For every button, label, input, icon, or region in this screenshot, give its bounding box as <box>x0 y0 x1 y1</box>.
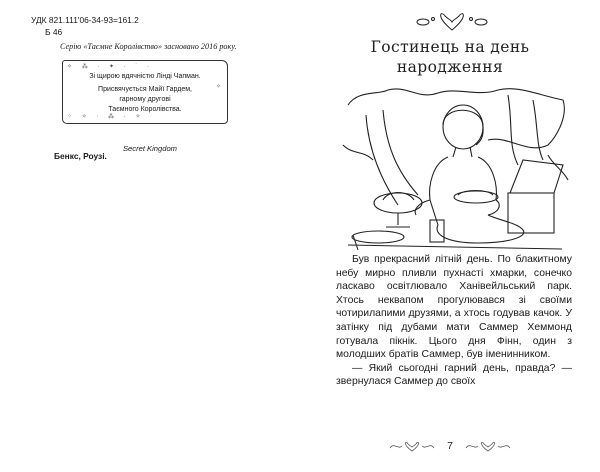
right-page-chapter <box>300 0 600 472</box>
body-paragraph: Був прекрасний літній день. По блакитному небу мирно пливли пухнасті хмарки, сонечко ласкаво освітлювало Ханівейльський парк. Хтось неквапом прогулювався зі своїми чотирилапими друзями, а хтось годував качок. У затінку під дубами мати Саммер Хеммонд готувала пікнік. Цього дня Фінн, один з молодших братів Саммер, був іменинником. <box>336 254 572 361</box>
dedication-line: гарному другові <box>119 96 171 103</box>
heart-flourish-icon <box>388 440 436 452</box>
sparkle-decoration-icon: ⁘ ✧ · ⁂ · ✧ <box>67 114 145 120</box>
library-code-top: Б 46 <box>45 27 63 37</box>
page-number-footer <box>300 440 600 452</box>
original-title-block <box>0 144 300 154</box>
catalog-author: Бенкс, Роузі. <box>54 151 107 161</box>
chapter-body-text <box>336 253 572 389</box>
dedication-line: Зі щирою вдячністю Лінді Чапман. <box>89 73 201 80</box>
series-note: Серію «Таємне Королівство» засновано 2016 року. <box>60 42 237 51</box>
page-number: 7 <box>447 440 453 452</box>
chapter-title-line2: народження <box>396 58 504 76</box>
heart-flourish-icon <box>464 440 512 452</box>
original-title-line: Secret Kingdom <box>122 144 178 153</box>
body-paragraph: — Який сьогодні гарний день, правда? — звернулася Саммер до своїх <box>336 362 572 388</box>
candy-heart-ornament-icon <box>415 10 490 32</box>
dedication-line: Таємного Королівства. <box>108 106 182 113</box>
dedication-line: Присвячується Майї Гардем, <box>98 86 192 93</box>
girl-at-picnic-illustration <box>338 85 572 255</box>
chapter-title-line1: Гостинець на день <box>370 38 530 56</box>
sparkle-decoration-icon: ✧ ⁂ · ✦ · ˙ · <box>67 64 154 70</box>
udk-code-top: УДК 821.111'06-34-93=161.2 <box>31 15 139 25</box>
sparkle-decoration-icon: ✧ <box>215 84 225 90</box>
